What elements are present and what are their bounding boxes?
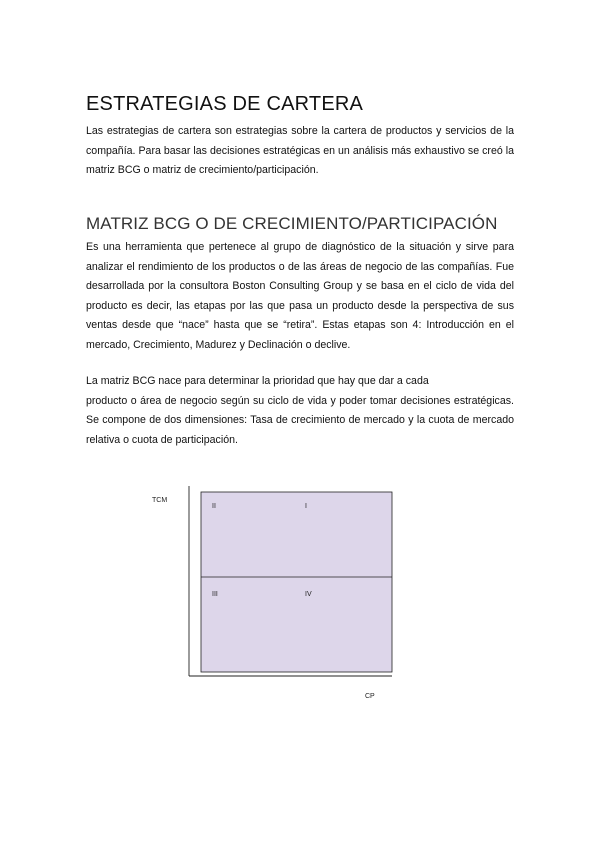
y-axis-label: TCM [152, 497, 168, 504]
matrix-background [201, 492, 392, 672]
bcg-matrix-chart [140, 480, 400, 705]
bcg-matrix-graphic [140, 480, 400, 705]
quadrant-label-iii: III [212, 591, 218, 598]
x-axis-label: CP [365, 693, 375, 700]
matrix-purpose-paragraph [86, 372, 514, 450]
matrix-purpose-first-line: La matriz BCG nace para determinar la prioridad que hay que dar a cada [86, 375, 429, 387]
section-title: MATRIZ BCG O DE CRECIMIENTO/PARTICIPACIÓN [86, 214, 498, 233]
page-title: ESTRATEGIAS DE CARTERA [86, 93, 364, 115]
matrix-description-paragraph: Es una herramienta que pertenece al grupo de diagnóstico de la situación y sirve para analizar el rendimiento de los productos o de las áreas de negocio de las compañías. Fue desarrollada por la consultora Boston Consulting Group y se basa en el ciclo de vida del producto es decir, las etapas por las que pasa un producto desde la perspectiva de sus ventas desde que “nace” hasta que se “retira”. Estas etapas son 4: Introducción en el mercado, Crecimiento, Madurez y Declinación o declive. [86, 241, 514, 351]
quadrant-label-iv: IV [305, 591, 312, 598]
intro-paragraph: Las estrategias de cartera son estrategias sobre la cartera de productos y servicios de la compañía. Para basar las decisiones estratégicas en un análisis más exhaustivo se creó la matriz BCG o matriz de crecimiento/participación. [86, 125, 514, 177]
quadrant-label-i: I [305, 503, 307, 510]
matrix-purpose-rest: producto o área de negocio según su ciclo de vida y poder tomar decisiones estratégicas. Se compone de dos dimensiones: Tasa de crecimiento de mercado y la cuota de mercado relativa o cuota de participación. [86, 394, 514, 446]
quadrant-label-ii: II [212, 503, 216, 510]
